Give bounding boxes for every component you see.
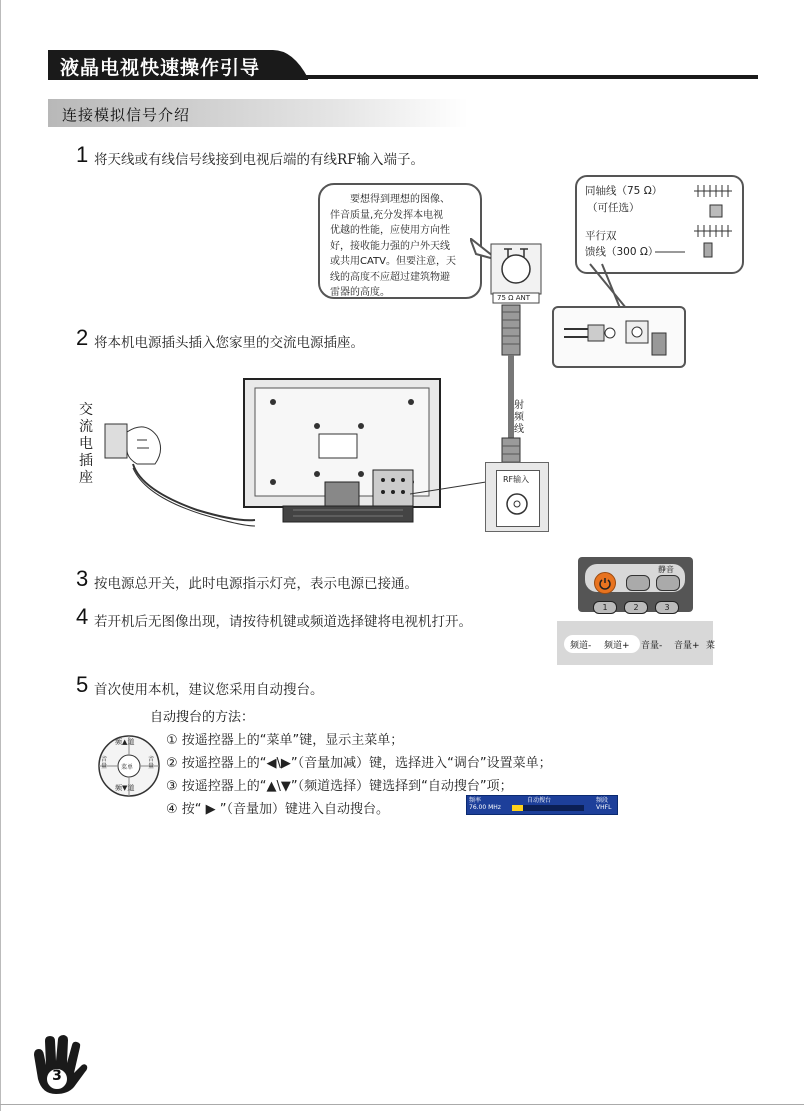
method-step-2 xyxy=(166,752,552,771)
cable-label xyxy=(513,400,525,436)
twin-label-1: 平行双 xyxy=(585,230,617,242)
dpad-center-label: 菜单 xyxy=(121,764,134,771)
step-4-number: 4 xyxy=(76,604,89,629)
osd-frequency-value: 76.00 MHz xyxy=(469,804,501,811)
step-2-text: 将本机电源插头插入您家里的交流电源插座。 xyxy=(94,335,364,351)
step-1-number: 1 xyxy=(76,142,89,167)
rf-jack-icon xyxy=(504,491,530,517)
step-2-number: 2 xyxy=(76,325,89,350)
rf-pointer-line xyxy=(410,478,490,498)
page-title: 液晶电视快速操作引导 xyxy=(60,57,261,79)
osd-progress-fill xyxy=(512,805,523,811)
mute-button[interactable] xyxy=(656,575,680,591)
dpad-up-label: 频▲道 xyxy=(115,738,135,746)
tip-line: 线的高度不应超过建筑物避 xyxy=(330,271,450,283)
dpad-down-label: 频▼道 xyxy=(115,784,135,792)
cable-label-char: 线 xyxy=(514,424,524,435)
cable-label-char: 频 xyxy=(514,412,524,423)
options-pointer xyxy=(588,262,628,310)
method-step-num: ① xyxy=(166,733,178,748)
method-step-text: 按遥控器上的“菜单”键，显示主菜单； xyxy=(181,733,404,748)
tip-line: 优越的性能，应使用方向性 xyxy=(330,225,450,236)
step-3-text: 按电源总开关，此时电源指示灯亮，表示电源已接通。 xyxy=(94,576,418,592)
step-5-number: 5 xyxy=(76,672,89,697)
step-4-text: 若开机后无图像出现，请按待机键或频道选择键将电视机打开。 xyxy=(94,614,472,630)
plug-connector-icon xyxy=(560,315,678,359)
rf-input-label: RF输入 xyxy=(503,475,530,484)
volume-up-key[interactable]: 音量+ xyxy=(674,641,700,651)
tip-line: 伴音质量,充分发挥本电视 xyxy=(330,209,444,221)
step-5-text: 首次使用本机，建议您采用自动搜台。 xyxy=(94,682,324,698)
outlet-label-char: 插 xyxy=(79,453,93,469)
channel-up-key[interactable]: 频道+ xyxy=(604,641,630,651)
antenna-icon xyxy=(692,183,736,259)
osd-col-autosearch: 自动搜台 xyxy=(527,797,552,804)
standby-button[interactable] xyxy=(626,575,650,591)
dpad-right-label: 音量 xyxy=(148,756,155,770)
outlet-label-char: 流 xyxy=(79,419,93,435)
tip-line: 好，接收能力强的户外天线 xyxy=(330,240,450,252)
osd-col-band: 频段 xyxy=(596,797,609,804)
method-step-text: 按遥控器上的“◀\▶”（音量加减）键，选择进入“调台”设置菜单； xyxy=(181,756,552,771)
hand-plug-icon xyxy=(97,410,257,530)
dpad-left-label: 音量 xyxy=(101,756,108,770)
step-1-text: 将天线或有线信号线接到电视后端的有线RF输入端子。 xyxy=(94,152,425,168)
leader-line xyxy=(655,250,685,254)
osd-progress-track xyxy=(512,805,584,811)
page-number: 3 xyxy=(52,1068,62,1084)
twin-label-2: 馈线（300 Ω） xyxy=(585,246,659,258)
antenna-label: 75 Ω ANT xyxy=(497,294,531,302)
bottom-rule xyxy=(0,1104,804,1105)
tip-line: 雷器的高度。 xyxy=(330,287,390,298)
coax-label: 同轴线（75 Ω） xyxy=(585,185,663,197)
outlet-label-char: 电 xyxy=(79,436,93,452)
menu-key-partial[interactable]: 菜 xyxy=(706,641,716,651)
tv-rear-illustration xyxy=(243,378,443,526)
volume-down-key[interactable]: 音量- xyxy=(641,641,663,651)
cable-label-char: 射 xyxy=(514,400,524,411)
method-step-num: ③ xyxy=(166,779,178,794)
method-step-text: 按“ ▶ ”（音量加）键进入自动搜台。 xyxy=(181,802,390,817)
coax-note: （可任选） xyxy=(587,202,640,214)
section-title: 连接模拟信号介绍 xyxy=(62,106,191,124)
power-button[interactable] xyxy=(594,572,616,594)
rf-cable xyxy=(497,300,527,475)
osd-col-frequency: 频率 xyxy=(469,797,482,804)
auto-search-title: 自动搜台的方法： xyxy=(150,710,255,725)
page-left-border xyxy=(0,0,1,1111)
method-step-4 xyxy=(166,798,389,817)
tip-line: 要想得到理想的图像、 xyxy=(350,194,450,205)
tip-callout-text xyxy=(330,192,470,301)
outlet-label-char: 交 xyxy=(79,402,93,418)
tip-line: 或共用CATV。但要注意，天 xyxy=(330,256,456,267)
outlet-label xyxy=(77,402,95,487)
method-step-text: 按遥控器上的“▲\▼”（频道选择）键选择到“自动搜台”项； xyxy=(181,779,513,794)
power-icon xyxy=(595,573,615,593)
hand-page-badge xyxy=(30,1035,88,1095)
method-step-num: ② xyxy=(166,756,178,771)
key-3[interactable]: 3 xyxy=(655,601,679,614)
key-1[interactable]: 1 xyxy=(593,601,617,614)
key-2[interactable]: 2 xyxy=(624,601,648,614)
channel-down-key[interactable]: 频道- xyxy=(570,641,592,651)
outlet-label-char: 座 xyxy=(79,470,93,486)
osd-band-value: VHFL xyxy=(596,804,612,811)
method-step-1 xyxy=(166,729,403,748)
mute-label: 静音 xyxy=(658,565,674,574)
method-step-3 xyxy=(166,775,513,794)
method-step-num: ④ xyxy=(166,802,178,817)
step-3-number: 3 xyxy=(76,566,89,591)
